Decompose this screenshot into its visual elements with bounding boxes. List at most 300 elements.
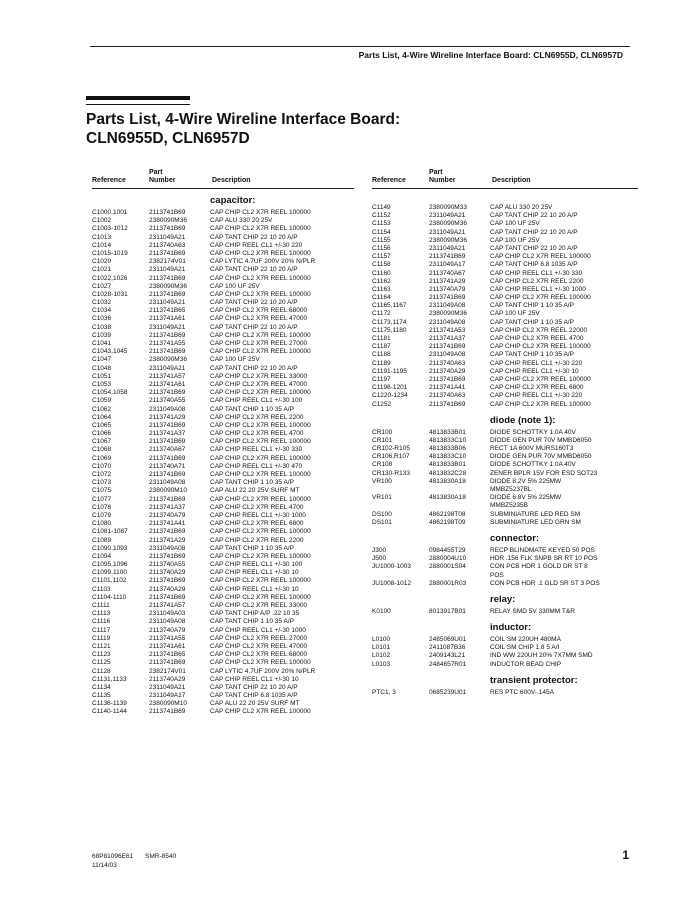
reference-cell: C1014 — [92, 241, 112, 249]
reference-cell: C1121 — [92, 642, 111, 650]
reference-cell: C1116 — [92, 618, 111, 626]
part-number-cell: 2380090M10 — [149, 700, 187, 708]
description-cell: DIODE GEN PUR 70V MMBD6050 — [490, 436, 592, 444]
parts-row — [92, 586, 354, 594]
parts-row — [92, 307, 354, 315]
reference-cell: C1077 — [92, 495, 112, 503]
reference-cell: DS101 — [372, 518, 392, 526]
parts-row — [372, 335, 638, 343]
description-cell: POS — [490, 571, 504, 579]
part-number-cell: 2113741A41 — [429, 384, 466, 392]
reference-cell: C1173,1174 — [372, 318, 407, 326]
part-number-cell: 2113740A71 — [149, 462, 186, 470]
reference-cell: C1119 — [92, 634, 111, 642]
parts-row — [92, 446, 354, 454]
parts-row — [372, 636, 638, 644]
reference-cell: C1064 — [92, 413, 112, 421]
description-cell: CAP CHIP CL2 X7R REEL 68000 — [210, 651, 308, 659]
parts-row — [372, 608, 638, 616]
description-cell: RECP BLINDMATE KEYED 50 POS — [490, 546, 595, 554]
parts-row — [92, 299, 354, 307]
description-cell: CAP TANT CHIP 22 10 20 A/P — [490, 244, 578, 252]
reference-cell: C1041 — [92, 340, 112, 347]
reference-cell: C1051 — [92, 372, 112, 380]
description-cell: CAP CHIP CL2 X7R REEL 4700 — [210, 503, 304, 511]
parts-row — [92, 479, 354, 487]
description-cell: CAP CHIP CL2 X7R REEL 47000 — [210, 315, 308, 323]
parts-row — [372, 220, 638, 228]
part-number-cell: 2113741B69 — [429, 253, 466, 261]
reference-cell: C1053 — [92, 380, 112, 388]
description-cell: ZENER BPLR 15V FOR ESD SOT23 — [490, 469, 598, 477]
reference-cell: C1015-1019 — [92, 249, 128, 257]
part-number-cell: 2113741A61 — [149, 642, 186, 650]
part-number-cell: 2113741B69 — [149, 348, 186, 356]
part-number-cell: 2409143L21 — [429, 652, 466, 660]
parts-row — [372, 563, 638, 571]
part-number-cell: 2311049A17 — [429, 261, 466, 269]
part-number-cell: 8013917B01 — [429, 607, 466, 615]
description-cell: CAP CHIP CL2 X7R REEL 100000 — [210, 348, 311, 356]
page-title — [86, 110, 506, 148]
parts-row — [92, 373, 354, 381]
part-number-cell: 0984455T29 — [429, 546, 466, 554]
reference-cell: C1152 — [372, 212, 391, 220]
reference-cell: C1075 — [92, 487, 112, 495]
description-cell: CAP CHIP CL2 X7R REEL 100000 — [210, 528, 311, 536]
description-cell: RECT 1A 600V MURS160T3 — [490, 445, 574, 453]
parts-row — [372, 555, 638, 563]
parts-row — [92, 659, 354, 667]
parts-row — [92, 266, 354, 274]
description-cell: CAP CHIP CL2 X7R REEL 100000 — [490, 253, 591, 261]
part-number-cell: 2113741B69 — [429, 294, 466, 302]
description-cell: CAP LYTIC 4.7UF 200V 20% N/PLR — [210, 258, 316, 266]
part-number-cell: 2485069U01 — [429, 636, 467, 644]
parts-row — [92, 315, 354, 323]
reference-cell: C1154 — [372, 228, 391, 236]
header-rule — [90, 46, 630, 47]
column-header — [372, 166, 638, 188]
parts-row — [372, 511, 638, 519]
parts-row — [92, 234, 354, 242]
parts-row — [92, 561, 354, 569]
part-number-cell: 2311049A08 — [149, 479, 186, 487]
part-number-cell: 2113741B69 — [149, 274, 186, 282]
reference-cell: C1034 — [92, 307, 112, 315]
reference-cell: C1094 — [92, 552, 112, 560]
reference-cell: C1039 — [92, 331, 112, 339]
part-number-cell: 2380090M36 — [149, 282, 187, 290]
part-number-cell: 2113740A79 — [149, 511, 186, 519]
description-cell: CAP CHIP CL2 X7R REEL 4700 — [490, 335, 584, 342]
part-number-cell: 2484657R01 — [429, 660, 467, 668]
part-number-cell: 2311049A08 — [429, 302, 466, 310]
reference-cell: C1187 — [372, 343, 391, 351]
parts-row — [92, 389, 354, 397]
part-number-cell: 2311049A21 — [429, 228, 466, 236]
part-number-cell — [429, 486, 490, 494]
parts-row — [372, 644, 638, 652]
parts-row — [372, 302, 638, 310]
part-number-cell: 2311049A21 — [149, 266, 186, 274]
right-column — [372, 166, 638, 697]
description-cell: CAP TANT CHIP 22 10 20 A/P — [210, 233, 298, 241]
description-cell: CAP CHIP CL2 X7R REEL 22000 — [490, 326, 588, 334]
reference-cell: CR101 — [372, 436, 393, 444]
description-cell: CAP CHIP CL2 X7R REEL 100000 — [210, 331, 311, 339]
reference-cell: J500 — [372, 555, 387, 563]
description-cell: CAP CHIP CL2 X7R REEL 100000 — [210, 274, 311, 282]
connector-list — [372, 547, 638, 588]
part-number-cell: 2113741A29 — [149, 536, 186, 544]
reference-cell: C1002 — [92, 217, 112, 225]
left-column — [92, 166, 354, 717]
part-number-cell: 2411087B36 — [429, 644, 466, 652]
part-number-cell: 2113741A61 — [149, 315, 186, 323]
reference-cell: C1032 — [92, 299, 112, 307]
description-cell: CAP CHIP REEL CL1 +/-30 100 — [210, 397, 303, 405]
parts-row — [372, 401, 638, 409]
reference-cell: C1198-1201 — [372, 384, 408, 392]
part-number-cell: 2113741B69 — [149, 495, 186, 503]
description-cell: RES PTC 600V-.145A — [490, 688, 554, 696]
description-cell: CAP TANT CHIP 6.8 1035 A/P — [210, 692, 298, 700]
part-number-cell: 2113741B69 — [149, 225, 186, 233]
description-cell: CAP CHIP CL2 X7R REEL 68000 — [210, 307, 308, 315]
parts-row — [92, 217, 354, 225]
reference-cell: C1164 — [372, 294, 391, 302]
reference-cell: CR108 — [372, 461, 393, 469]
part-number-cell: 2380090M33 — [429, 204, 467, 211]
description-cell: CAP 100 UF 25V — [490, 310, 540, 318]
reference-cell: C1090,1093 — [92, 544, 128, 552]
reference-cell: C1048 — [92, 364, 112, 372]
reference-cell: C1059 — [92, 397, 112, 405]
part-number-cell: 2113740A55 — [149, 397, 186, 405]
header-part-number — [429, 169, 455, 185]
transient-protector-list — [372, 689, 638, 697]
reference-cell: C1155 — [372, 236, 391, 244]
description-cell: CAP CHIP CL2 X7R REEL 100000 — [210, 290, 311, 298]
reference-cell: C1073 — [92, 479, 112, 487]
parts-row — [372, 229, 638, 237]
part-number-cell: 4813832C28 — [429, 469, 467, 477]
description-cell: CAP ALU 330 20 25V — [210, 217, 273, 225]
reference-cell: C1125 — [92, 659, 111, 667]
part-number-cell: 2113741B69 — [429, 343, 466, 351]
reference-cell: C1197 — [372, 375, 391, 383]
part-number-cell: 2311049A08 — [429, 318, 466, 326]
description-cell: CAP CHIP CL2 X7R REEL 100000 — [210, 471, 311, 478]
parts-row — [372, 502, 638, 510]
description-cell: MMBZ5235B — [490, 502, 528, 510]
part-number-cell: 2311049A08 — [149, 544, 186, 552]
reference-cell: C1181 — [372, 335, 391, 342]
parts-row — [92, 594, 354, 602]
part-number-cell: 2311049A21 — [149, 683, 186, 691]
reference-cell: C1104-1110 — [92, 593, 127, 601]
parts-row — [92, 356, 354, 364]
part-number-cell: 2113741A61 — [149, 380, 186, 388]
reference-cell: C1131,1133 — [92, 675, 127, 683]
parts-row — [92, 643, 354, 651]
part-number-cell: 2380090M10 — [149, 487, 187, 495]
reference-cell: C1175,1180 — [372, 326, 407, 334]
parts-row — [92, 348, 354, 356]
description-cell: CAP CHIP CL2 X7R REEL 100000 — [490, 343, 591, 351]
parts-row — [372, 319, 638, 327]
section-title-inductor: inductor: — [490, 622, 532, 634]
reference-cell: C1220-1234 — [372, 392, 408, 400]
parts-row — [372, 212, 638, 220]
part-number-cell: 2113741A37 — [149, 503, 186, 511]
reference-cell: C1043,1045 — [92, 348, 128, 356]
description-cell: CAP CHIP CL2 X7R REEL 100000 — [210, 577, 311, 585]
part-number-cell: 4813833C10 — [429, 436, 467, 444]
description-cell: SUBMINIATURE LED RED SM — [490, 510, 581, 518]
section-title-diode: diode (note 1): — [490, 414, 556, 426]
title-rule-thin — [86, 104, 190, 105]
header-part-line2: Number — [429, 177, 456, 184]
part-number-cell: 4813833B01 — [429, 428, 466, 436]
parts-row — [92, 275, 354, 283]
reference-cell: C1078 — [92, 503, 112, 511]
description-cell: IND WW 220UH 20% 7X7MM SMD — [490, 652, 593, 660]
part-number-cell: 2380090M36 — [149, 356, 187, 364]
description-cell: RELAY SMD 5V 330MM T&R — [490, 607, 575, 615]
parts-row — [92, 209, 354, 217]
reference-cell: C1066 — [92, 430, 112, 438]
parts-row — [92, 627, 354, 635]
description-cell: CAP TANT CHIP 22 10 20 A/P — [210, 323, 298, 331]
description-cell: CAP CHIP REEL CL1 +/-30 330 — [210, 446, 303, 454]
part-number-cell: 2113741B69 — [149, 659, 186, 667]
description-cell: CAP CHIP REEL CL1 +/-30 1000 — [490, 285, 586, 293]
reference-cell: PTC1, 3 — [372, 688, 396, 696]
part-number-cell: 4813833B01 — [429, 461, 466, 469]
reference-cell: C1099,1100 — [92, 569, 127, 577]
reference-cell: C1000,1001 — [92, 209, 128, 216]
description-cell: CAP CHIP CL2 X7R REEL 100000 — [210, 659, 311, 667]
parts-row — [372, 494, 638, 502]
footer — [92, 852, 176, 870]
reference-cell: C1191-1195 — [372, 367, 407, 375]
part-number-cell: 2311049A17 — [149, 692, 186, 700]
description-cell: CAP TANT CHIP 22 10 20 A/P — [490, 212, 578, 220]
part-number-cell: 2113741B69 — [149, 454, 186, 462]
description-cell: DIODE SCHOTTKY 1.0A 40V — [490, 461, 576, 469]
part-number-cell: 2113741B65 — [149, 307, 186, 315]
part-number-cell: 2380090M36 — [429, 236, 467, 244]
parts-row — [92, 324, 354, 332]
part-number-cell: 2113741B69 — [149, 331, 186, 339]
description-cell: CAP CHIP CL2 X7R REEL 2200 — [210, 536, 304, 544]
description-cell: CAP LYTIC 4.7UF 200V 20% N/PLR — [210, 667, 316, 675]
parts-row — [372, 461, 638, 469]
column-header-rule — [372, 188, 638, 189]
title-rule-thick — [86, 96, 190, 100]
parts-row — [92, 414, 354, 422]
footer-doc-code: 68P81096E61 — [92, 853, 134, 860]
parts-row — [372, 652, 638, 660]
reference-cell: VR100 — [372, 477, 392, 485]
description-cell: CAP 100 UF 25V — [210, 356, 260, 364]
part-number-cell: 2113740A29 — [149, 675, 186, 683]
reference-cell: JU1000-1003 — [372, 563, 412, 571]
reference-cell: C1153 — [372, 220, 391, 228]
parts-row — [92, 283, 354, 291]
part-number-cell: 4813833C10 — [429, 453, 467, 461]
part-number-cell: 2113740A63 — [429, 392, 466, 400]
reference-cell: C1128 — [92, 667, 111, 675]
part-number-cell: 2380090M36 — [429, 220, 467, 228]
parts-row — [92, 258, 354, 266]
part-number-cell: 2113741A53 — [429, 326, 466, 334]
reference-cell: C1080 — [92, 520, 112, 528]
description-cell: CAP ALU 22 20 25V SURF MT — [210, 487, 300, 495]
reference-cell — [372, 572, 429, 580]
part-number-cell: 2311049A08 — [149, 618, 186, 626]
description-cell: CAP CHIP CL2 X7R REEL 2200 — [490, 277, 584, 285]
header-part-line1: Part — [149, 169, 163, 176]
description-cell: INDUCTOR BEAD CHIP — [490, 660, 562, 668]
reference-cell: C1038 — [92, 323, 112, 331]
diode-list — [372, 429, 638, 527]
reference-cell: C1021 — [92, 266, 112, 274]
parts-row — [92, 569, 354, 577]
part-number-cell: 2113741B69 — [429, 400, 466, 408]
part-number-cell: 2113740A29 — [149, 569, 186, 577]
description-cell: CAP TANT CHIP 1 10 35 A/P — [490, 318, 574, 326]
description-cell: CAP CHIP CL2 X7R REEL 100000 — [490, 375, 591, 383]
part-number-cell: 2113741A37 — [429, 335, 466, 342]
description-cell: CAP TANT CHIP 22 10 20 A/P — [490, 228, 578, 236]
reference-cell: C1070 — [92, 462, 112, 470]
reference-cell: C1072 — [92, 471, 112, 478]
parts-row — [92, 676, 354, 684]
reference-cell: C1036 — [92, 315, 112, 323]
description-cell: CAP CHIP CL2 X7R REEL 100000 — [210, 225, 311, 233]
part-number-cell: 4862198T09 — [429, 518, 466, 526]
parts-row — [372, 253, 638, 261]
part-number-cell: 2113741B69 — [149, 708, 186, 716]
parts-row — [92, 496, 354, 504]
description-cell: CAP CHIP CL2 X7R REEL 100000 — [210, 389, 311, 397]
reference-cell: C1149 — [372, 204, 391, 211]
parts-row — [92, 668, 354, 676]
parts-row — [92, 471, 354, 479]
reference-cell: C1065 — [92, 421, 112, 429]
description-cell: CAP ALU 330 20 25V — [490, 204, 553, 211]
parts-row — [92, 430, 354, 438]
parts-row — [372, 294, 638, 302]
description-cell: CAP TANT CHIP 1 10 35 A/P — [210, 405, 294, 413]
reference-cell: C1028-1031 — [92, 290, 128, 298]
reference-cell: C1062 — [92, 405, 112, 413]
description-cell: CAP CHIP CL2 X7R REEL 27000 — [210, 634, 308, 642]
part-number-cell: 2880001S04 — [429, 563, 466, 571]
description-cell: CAP TANT CHIP 22 10 20 A/P — [210, 299, 298, 307]
parts-row — [92, 250, 354, 258]
parts-row — [372, 270, 638, 278]
relay-list — [372, 608, 638, 616]
description-cell: CAP CHIP REEL CL1 +/-30 10 — [210, 585, 299, 593]
part-number-cell: 2311049A21 — [149, 233, 186, 241]
header-part-number — [149, 169, 175, 185]
reference-cell: C1136-1139 — [92, 700, 127, 708]
reference-cell: C1165,1167 — [372, 302, 407, 310]
section-title-transient-protector: transient protector: — [490, 674, 578, 686]
parts-row — [372, 384, 638, 392]
part-number-cell: 4862198T08 — [429, 510, 466, 518]
reference-cell: C1113 — [92, 610, 111, 618]
parts-row — [92, 553, 354, 561]
reference-cell: VR101 — [372, 494, 392, 502]
description-cell: CAP CHIP CL2 X7R REEL 100000 — [210, 438, 311, 446]
description-cell: CAP 100 UF 25V — [490, 220, 540, 228]
parts-row — [92, 651, 354, 659]
part-number-cell: 2113740A79 — [149, 626, 186, 634]
parts-row — [92, 504, 354, 512]
parts-row — [372, 278, 638, 286]
parts-row — [372, 392, 638, 400]
part-number-cell: 2113741B69 — [149, 471, 186, 478]
description-cell: CAP 100 UF 25V — [490, 236, 540, 244]
description-cell: DIODE SCHOTTKY 1.0A 40V — [490, 428, 576, 436]
parts-row — [372, 445, 638, 453]
parts-row — [92, 406, 354, 414]
part-number-cell: 2113741A55 — [149, 340, 186, 347]
reference-cell: CR106,R107 — [372, 453, 410, 461]
description-cell: DIODE 8.2V 5% 225MW — [490, 477, 562, 485]
description-cell: CAP TANT CHIP 1 10 35 A/P — [490, 351, 574, 359]
capacitor-list-right — [372, 204, 638, 409]
reference-cell — [372, 486, 429, 494]
reference-cell: C1117 — [92, 626, 111, 634]
part-number-cell: 2382174V01 — [149, 667, 186, 675]
parts-row — [372, 343, 638, 351]
description-cell: CAP CHIP CL2 X7R REEL 6800 — [210, 520, 304, 528]
part-number-cell — [429, 572, 490, 580]
header-part-line1: Part — [429, 169, 443, 176]
part-number-cell: 2113740A79 — [429, 285, 466, 293]
reference-cell: C1047 — [92, 356, 112, 364]
part-number-cell: 2113741A57 — [149, 372, 186, 380]
page-number: 1 — [622, 848, 629, 862]
reference-cell: J300 — [372, 546, 387, 554]
part-number-cell: 2113741A29 — [149, 413, 186, 421]
reference-cell: C1068 — [92, 446, 112, 454]
part-number-cell: 2113741B69 — [149, 552, 186, 560]
part-number-cell: 2113740A29 — [149, 585, 186, 593]
parts-row — [372, 453, 638, 461]
description-cell: CAP CHIP REEL CL1 +/-30 220 — [490, 359, 583, 367]
reference-cell: C1111 — [92, 602, 110, 609]
inductor-list — [372, 636, 638, 669]
reference-cell: JU1008-1012 — [372, 579, 412, 587]
description-cell: CAP CHIP REEL CL1 +/-30 100 — [210, 561, 303, 569]
description-cell: CAP TANT CHIP 1 10 35 A/P — [210, 618, 294, 626]
description-cell: CAP CHIP REEL CL1 +/-30 10 — [210, 569, 299, 577]
description-cell: CAP ALU 22 20 25V SURF MT — [210, 700, 300, 708]
description-cell: CAP CHIP CL2 X7R REEL 100000 — [210, 552, 311, 560]
description-cell: CAP CHIP CL2 X7R REEL 100000 — [210, 209, 311, 216]
header-description: Description — [492, 177, 531, 184]
header-part-line2: Number — [149, 177, 176, 184]
parts-row — [372, 286, 638, 294]
parts-row — [372, 368, 638, 376]
